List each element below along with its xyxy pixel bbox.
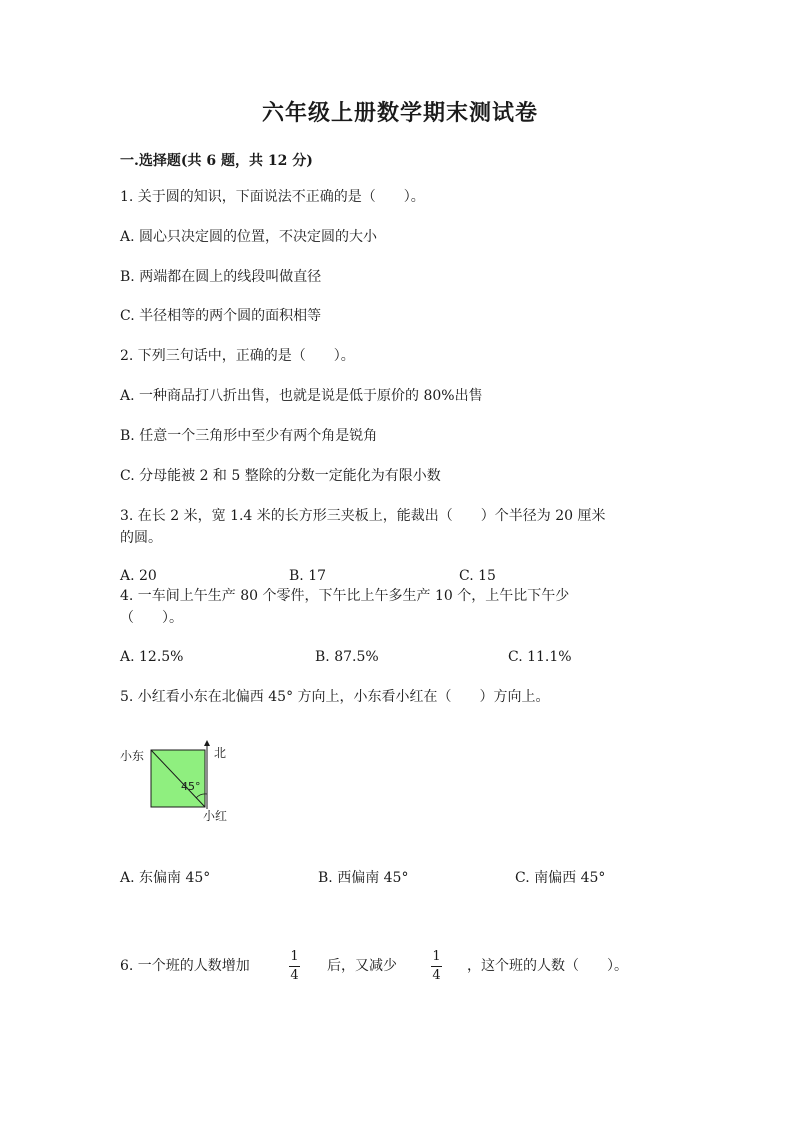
q5-option-c[interactable]: C. 南偏西 45° <box>515 870 606 886</box>
q4-option-a[interactable]: A. 12.5% <box>120 649 184 665</box>
q3-option-c[interactable]: C. 15 <box>459 568 496 584</box>
q5-option-b[interactable]: B. 西偏南 45° <box>318 870 409 886</box>
q3-stem-line1: 3. 在长 2 米，宽 1.4 米的长方形三夹板上，能裁出（ ）个半径为 20 厘米 <box>120 508 606 524</box>
q6-text-part1: 6. 一个班的人数增加 <box>120 958 250 974</box>
fraction-denominator: 4 <box>432 968 441 983</box>
q4-stem-line2: （ ）。 <box>120 610 183 626</box>
fraction-denominator: 4 <box>290 968 299 983</box>
q1-stem: 1. 关于圆的知识，下面说法不正确的是（ ）。 <box>120 189 425 205</box>
q3-option-b[interactable]: B. 17 <box>289 568 327 584</box>
q5-option-a[interactable]: A. 东偏南 45° <box>120 870 211 886</box>
label-north: 北 <box>214 746 227 760</box>
q4-option-b[interactable]: B. 87.5% <box>315 649 379 665</box>
q6-fraction-2 <box>431 950 442 983</box>
fraction-bar <box>431 966 442 967</box>
q6-text-part2: 后，又减少 <box>327 958 397 974</box>
north-arrow-icon <box>204 740 210 746</box>
q3-stem-line2: 的圆。 <box>120 530 162 546</box>
q2-option-a[interactable]: A. 一种商品打八折出售，也就是说是低于原价的 80%出售 <box>120 388 483 404</box>
direction-diagram <box>118 740 248 826</box>
page-title: 六年级上册数学期末测试卷 <box>261 100 538 126</box>
q1-option-a[interactable]: A. 圆心只决定圆的位置，不决定圆的大小 <box>120 229 378 245</box>
q2-option-c[interactable]: C. 分母能被 2 和 5 整除的分数一定能化为有限小数 <box>120 468 441 484</box>
q4-stem-line1: 4. 一车间上午生产 80 个零件，下午比上午多生产 10 个，上午比下午少 <box>120 588 570 604</box>
q4-option-c[interactable]: C. 11.1% <box>508 649 572 665</box>
q6-fraction-1 <box>289 950 300 983</box>
q2-option-b[interactable]: B. 任意一个三角形中至少有两个角是锐角 <box>120 428 378 444</box>
q5-stem: 5. 小红看小东在北偏西 45° 方向上，小东看小红在（ ）方向上。 <box>120 689 550 705</box>
q3-option-a[interactable]: A. 20 <box>120 568 157 584</box>
label-xiaohong: 小红 <box>203 809 228 823</box>
q1-option-b[interactable]: B. 两端都在圆上的线段叫做直径 <box>120 269 322 285</box>
q1-option-c[interactable]: C. 半径相等的两个圆的面积相等 <box>120 308 322 324</box>
fraction-bar <box>289 966 300 967</box>
fraction-numerator: 1 <box>290 949 299 964</box>
label-xiaodong: 小东 <box>120 749 145 763</box>
q2-stem: 2. 下列三句话中，正确的是（ ）。 <box>120 348 355 364</box>
label-angle: 45° <box>181 780 201 793</box>
fraction-numerator: 1 <box>432 949 441 964</box>
q6-text-part3: ，这个班的人数（ ）。 <box>467 958 628 974</box>
section-heading: 一.选择题(共 6 题，共 12 分) <box>120 153 313 169</box>
